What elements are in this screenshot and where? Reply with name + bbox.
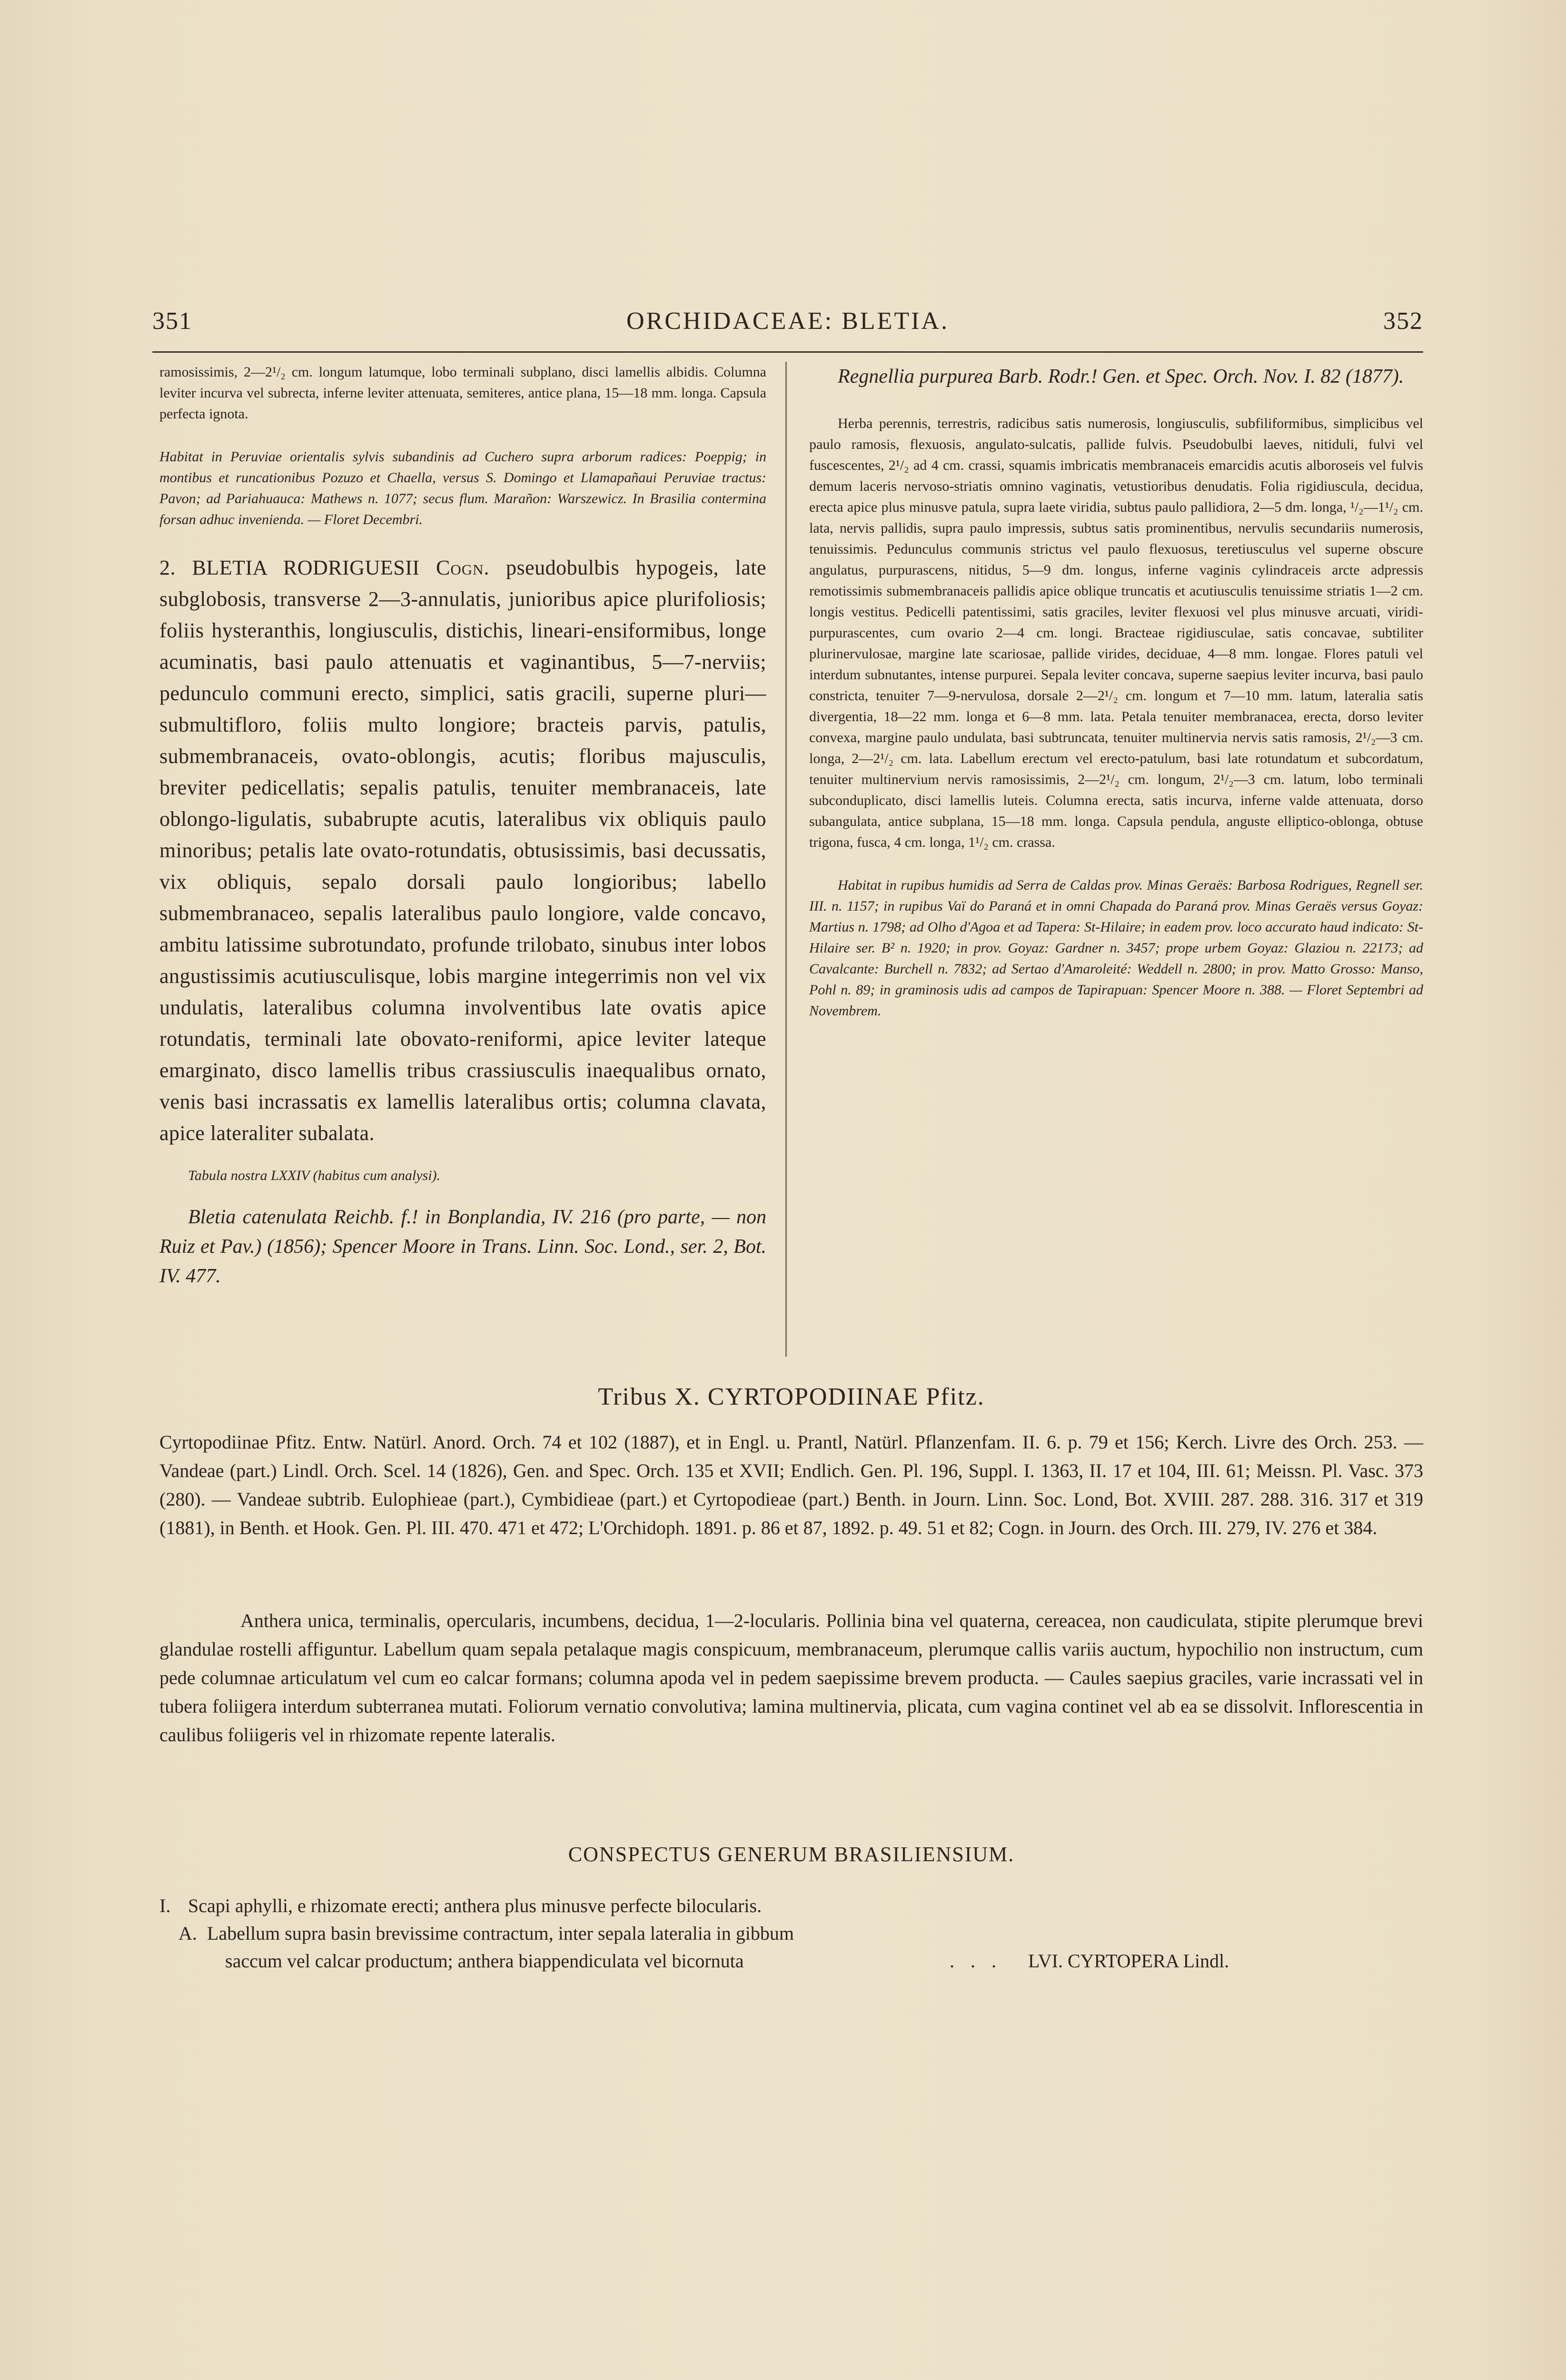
right-column [809, 362, 1423, 1021]
key-row [159, 1920, 1423, 1947]
species-diagnosis [159, 552, 766, 1149]
tribus-bibliography: Cyrtopodiinae Pfitz. Entw. Natürl. Anord. Orch. 74 et 102 (1887), et in Engl. u. Prantl, Natürl. Pflanzenfam. II. 6. p. 79 et 156; Kerch. Livre des Orch. 253. — Vandeae (part.) Lindl. Orch. Scel. 14 (1826), Gen. and Spec. Orch. 135 et XVII; Endlich. Gen. Pl. 196, Suppl. I. 1363, II. 17 et 104, III. 61; Meissn. Pl. Vasc. 373 (280). — Vandeae subtrib. Eulophieae (part.), Cymbidieae (part.) et Cyrtopodieae (part.) Benth. in Journ. Linn. Soc. Lond, Bot. XVIII. 287. 288. 316. 317 et 319 (1881), in Benth. et Hook. Gen. Pl. III. 470. 471 et 472; L'Orchidoph. 1891. p. 86 et 87, 1892. p. 49. 51 et 82; Cogn. in Journ. des Orch. III. 279, IV. 276 et 384. [159, 1431, 1423, 1538]
key-text: Scapi aphylli, e rhizomate erecti; anthera plus minusve perfecte bilocularis. [188, 1895, 762, 1916]
species-author: Cogn. [436, 556, 490, 579]
key-leader-dots: . . . [950, 1950, 1002, 1972]
page-number-right: 352 [1383, 307, 1423, 335]
running-header [152, 307, 1423, 350]
header-rule [152, 351, 1423, 353]
species-title: 2. BLETIA RODRIGUESII [159, 556, 420, 579]
species-description: pseudobulbis hypogeis, late subglobosis, transverse 2—3-annulatis, junioribus apice plurifoliosis; foliis hysteranthis, longiusculis, distichis, lineari-ensiformibus, longe acuminatis, basi paulo attenuatis et vaginantibus, 5—7-nerviis; pedunculo communi erecto, simplici, satis gracili, superne pluri—submultifloro, foliis multo longiore; bracteis parvis, patulis, submembranaceis, ovato-oblongis, acutis; floribus majusculis, breviter pedicellatis; sepalis patulis, tenuiter membranaceis, late oblongo-ligulatis, subabrupte acutis, lateralibus vix obliquis paulo minoribus; petalis late ovato-rotundatis, obtusissimis, basi decussatis, vix obliquis, sepalo dorsali paulo longioribus; labello submembranaceo, sepalis lateralibus paulo longiore, valde concavo, ambitu latissime subrotundato, profunde trilobato, sinubus inter lobos angustissimis acutiusculisque, lobis margine integerrimis non vel vix undulatis, lateralibus columna involventibus late ovatis apice rotundatis, terminali late obovato-reniformi, apice leviter lateque emarginato, disco lamellis tribus crassiusculis inaequalibus ornato, venis basi incrassatis ex lamellis lateralibus ortis; columna clavata, apice lateraliter subalata. [159, 556, 767, 1145]
left-continued-description: ramosissimis, 2—2¹/₂ cm. longum latumque, lobo terminali subplano, disci lamellis albidis. Columna leviter incurva vel subrecta, inferne leviter attenuata, semiteres, antice plana, 15—18 mm. longa. Capsula perfecta ignota. [159, 364, 766, 422]
left-synonym: Bletia catenulata Reichb. f.! in Bonplandia, IV. 216 (pro parte, — non Ruiz et Pav.) (1856); Spencer Moore in Trans. Linn. Soc. Lond., ser. 2, Bot. IV. 477. [159, 1206, 766, 1287]
key-text: Labellum supra basin brevissime contractum, inter sepala lateralia in gibbum [207, 1923, 794, 1944]
tribus-diagnosis: Anthera unica, terminalis, opercularis, incumbens, decidua, 1—2-locularis. Pollinia bina vel quaterna, cereacea, non caudiculata, stipite plerumque brevi glandulae rostelli affiguntur. Labellum quam sepala petalaque magis conspicuum, membranaceum, plerumque callis variis auctum, hypochilio non instructum, cum pede columnae articulatum vel cum eo calcar formans; columna apoda vel in pedem saepissime brevem producta. — Caules saepius graciles, varie incrassati vel in tubera foliigera interdum subterranea mutati. Foliorum vernatio convolutiva; lamina multinervia, plicata, cum vagina continet vel ab ea se dissolvit. Inflorescentia in caulibus foliigeris vel in rhizomate repente lateralis. [159, 1610, 1423, 1745]
left-column [159, 362, 766, 1291]
key-genus: LVI. CYRTOPERA Lindl. [1028, 1950, 1229, 1972]
key-text: saccum vel calcar productum; anthera biappendiculata vel bicornuta [225, 1950, 744, 1972]
page-number-left: 351 [152, 307, 192, 335]
conspectus-heading: CONSPECTUS GENERUM BRASILIENSIUM. [568, 1843, 1015, 1866]
right-description: Herba perennis, terrestris, radicibus satis numerosis, longiusculis, subfiliformibus, simplicibus vel paulo ramosis, flexuosis, angulato-sulcatis, pallide fulvis. Pseudobulbi laeves, nitiduli, fulvi vel fuscescentes, 2¹/₂ ad 4 cm. crassi, squamis imbricatis membranaceis emarcidis acutis alboroseis vel fulvis demum laceris nervoso-striatis omnino vaginatis, vetustioribus denudatis. Folia rigidiuscula, decidua, erecta apice plus minusve patula, supra laete viridia, subtus paulo pallidiora, 2—5 dm. longa, ¹/₂—1¹/₂ cm. lata, nervis pallidis, supra paulo impressis, subtus satis prominentibus, nervulis secundariis numerosis, tenuissimis. Pedunculus communis strictus vel paulo flexuosus, teretiusculus vel superne obscure angulatus, purpurascens, nitidus, 5—9 dm. longus, inferne vaginis cylindraceis arcte adpressis remotissimis submembranaceis pallidis apice oblique truncatis et acutiusculis tenuissime striatis 1—2 cm. longis vestitus. Pedicelli patentissimi, satis graciles, leviter flexuosi vel plus minusve arcuati, viridi-purpurascentes, cum ovario 2—4 cm. longi. Bracteae rigidiusculae, satis concavae, subtiliter plurinervulosae, margine late scariosae, pallide virides, deciduae, 4—8 mm. longae. Flores patuli vel interdum subnutantes, intense purpurei. Sepala leviter concava, superne saepius leviter incurva, basi paulo constricta, tenuiter 7—9-nervulosa, dorsale 2—2¹/₂ cm. longum et 7—10 mm. latum, lateralia satis divergentia, 18—22 mm. longa et 6—8 mm. lata. Petala tenuiter membranacea, erecta, dorso leviter convexa, margine paulo undulata, basi subtruncata, tenuiter multinervia nervis satis ramosis, 2¹/₂—3 cm. longa, 2—2¹/₂ cm. lata. Labellum erectum vel erecto-patulum, basi late rotundatum et subcordatum, tenuiter multinervium nervis ramosissimis, 2—2¹/₂ cm. longum, 2¹/₂—3 cm. latum, lobo terminali subconduplicato, disci lamellis luteis. Columna erecta, satis incurva, inferne valde attenuata, dorso subangulata, antice subplana, 15—18 mm. longa. Capsula pendula, anguste elliptico-oblonga, obtuse trigona, fusca, 4 cm. longa, 1¹/₂ cm. crassa. [809, 416, 1423, 850]
column-divider [785, 362, 788, 1357]
key-number: I. [159, 1895, 171, 1916]
key-row [159, 1892, 1423, 1920]
tabula-reference: Tabula nostra LXXIV (habitus cum analysi). [188, 1168, 441, 1183]
tribus-heading: Tribus X. CYRTOPODIINAE Pfitz. [598, 1383, 985, 1410]
genus-key [159, 1892, 1423, 1975]
key-row [159, 1947, 1423, 1975]
key-number: A. [178, 1923, 197, 1944]
left-habitat: Habitat in Peruviae orientalis sylvis subandinis ad Cuchero supra arborum radices: Poeppig; in montibus et runcationibus Pozuzo et Chaella, versus S. Domingo et Llamapañaui Peruviae tractus: Pavon; ad Pariahuauca: Mathews n. 1077; secus flum. Marañon: Warszewicz. In Brasilia contermina forsan adhuc invenienda. — Floret Decembri. [159, 449, 766, 527]
right-habitat: Habitat in rupibus humidis ad Serra de Caldas prov. Minas Geraës: Barbosa Rodrigues, Regnell ser. III. n. 1157; in rupibus Vaï do Paraná et in omni Chapada do Paraná prov. Minas Geraës versus Goyaz: Martius n. 1798; ad Olho d'Agoa et ad Tapera: St-Hilaire; in eadem prov. loco accurato haud indicato: St-Hilaire ser. B² n. 1920; in prov. Goyaz: Gardner n. 3457; prope urbem Goyaz: Glaziou n. 22173; ad Cavalcante: Burchell n. 7832; ad Sertao d'Amaroleité: Weddell n. 2800; in prov. Matto Grosso: Manso, Pohl n. 89; in graminosis udis ad campos de Tapirapuan: Spencer Moore n. 388. — Floret Septembri ad Novembrem. [809, 877, 1423, 1019]
right-synonym: Regnellia purpurea Barb. Rodr.! Gen. et Spec. Orch. Nov. I. 82 (1877). [838, 366, 1404, 387]
running-title: ORCHIDACEAE: BLETIA. [626, 307, 949, 335]
